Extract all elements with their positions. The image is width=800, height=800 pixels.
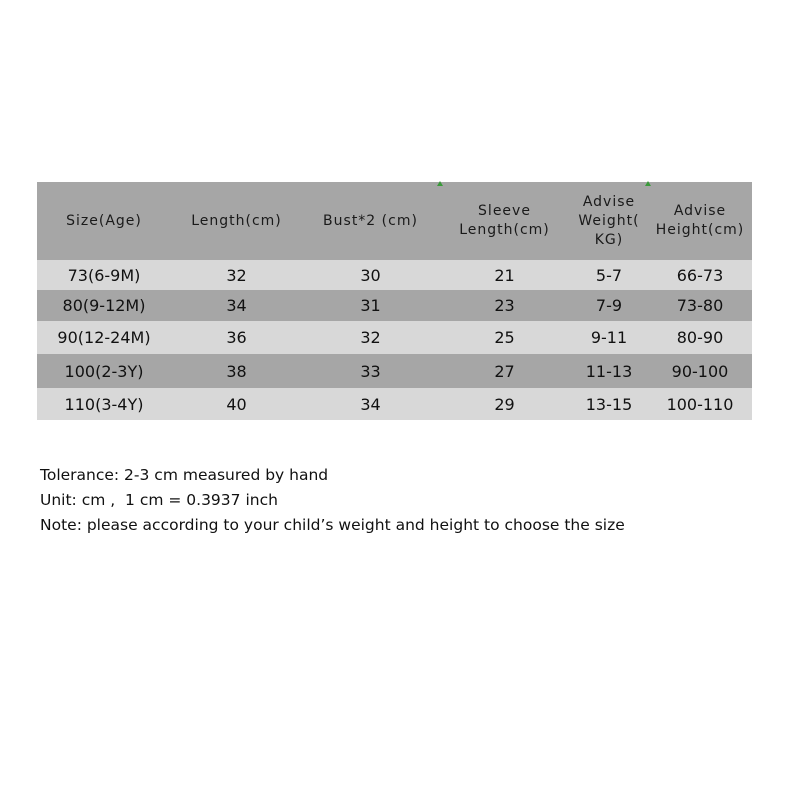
table-row bbox=[37, 260, 752, 290]
cell-bust: 32 bbox=[360, 328, 381, 347]
cell-size-age: 73(6-9M) bbox=[67, 265, 141, 285]
cell-sleeve-length: 21 bbox=[494, 265, 515, 285]
header-length: Length(cm) bbox=[191, 212, 282, 229]
cell-length: 36 bbox=[226, 328, 247, 347]
cell-size-age: 90(12-24M) bbox=[57, 328, 151, 347]
unit-note: Unit: cm , 1 cm = 0.3937 inch bbox=[40, 491, 278, 509]
tolerance-note: Tolerance: 2-3 cm measured by hand bbox=[40, 466, 329, 484]
header-advise-weight: Advise Weight( KG) bbox=[578, 193, 640, 248]
cell-size-age: 100(2-3Y) bbox=[64, 361, 144, 381]
table-header-row bbox=[37, 182, 752, 260]
cell-size-age: 110(3-4Y) bbox=[64, 394, 144, 414]
green-marker-icon bbox=[645, 181, 651, 186]
cell-bust: 30 bbox=[360, 265, 381, 285]
cell-advise-weight: 13-15 bbox=[585, 394, 633, 414]
cell-bust: 33 bbox=[360, 361, 381, 381]
size-chart-table bbox=[37, 182, 752, 420]
cell-sleeve-length: 23 bbox=[494, 296, 515, 315]
cell-advise-weight: 11-13 bbox=[585, 361, 633, 381]
header-size-age: Size(Age) bbox=[66, 212, 142, 229]
table-row bbox=[37, 321, 752, 354]
cell-advise-weight: 7-9 bbox=[595, 296, 623, 315]
size-notes bbox=[40, 463, 625, 538]
cell-bust: 34 bbox=[360, 394, 381, 414]
cell-advise-height: 73-80 bbox=[676, 296, 724, 315]
table-row bbox=[37, 388, 752, 420]
cell-bust: 31 bbox=[360, 296, 381, 315]
green-marker-icon bbox=[437, 181, 443, 186]
cell-length: 40 bbox=[226, 394, 247, 414]
table-row bbox=[37, 354, 752, 388]
header-bust: Bust*2 (cm) bbox=[323, 212, 418, 229]
cell-length: 34 bbox=[226, 296, 247, 315]
cell-sleeve-length: 25 bbox=[494, 328, 515, 347]
cell-length: 32 bbox=[226, 265, 247, 285]
cell-advise-height: 66-73 bbox=[676, 265, 724, 285]
cell-advise-height: 80-90 bbox=[676, 328, 724, 347]
choose-size-note: Note: please according to your child’s weight and height to choose the size bbox=[40, 516, 625, 534]
table-row bbox=[37, 290, 752, 321]
cell-length: 38 bbox=[226, 361, 247, 381]
header-sleeve-length: Sleeve Length(cm) bbox=[459, 203, 550, 238]
cell-advise-height: 100-110 bbox=[666, 394, 734, 414]
cell-advise-weight: 9-11 bbox=[590, 328, 628, 347]
cell-advise-height: 90-100 bbox=[671, 361, 729, 381]
header-advise-height: Advise Height(cm) bbox=[655, 203, 745, 238]
cell-size-age: 80(9-12M) bbox=[62, 296, 146, 315]
cell-advise-weight: 5-7 bbox=[595, 265, 623, 285]
cell-sleeve-length: 27 bbox=[494, 361, 515, 381]
cell-sleeve-length: 29 bbox=[494, 394, 515, 414]
